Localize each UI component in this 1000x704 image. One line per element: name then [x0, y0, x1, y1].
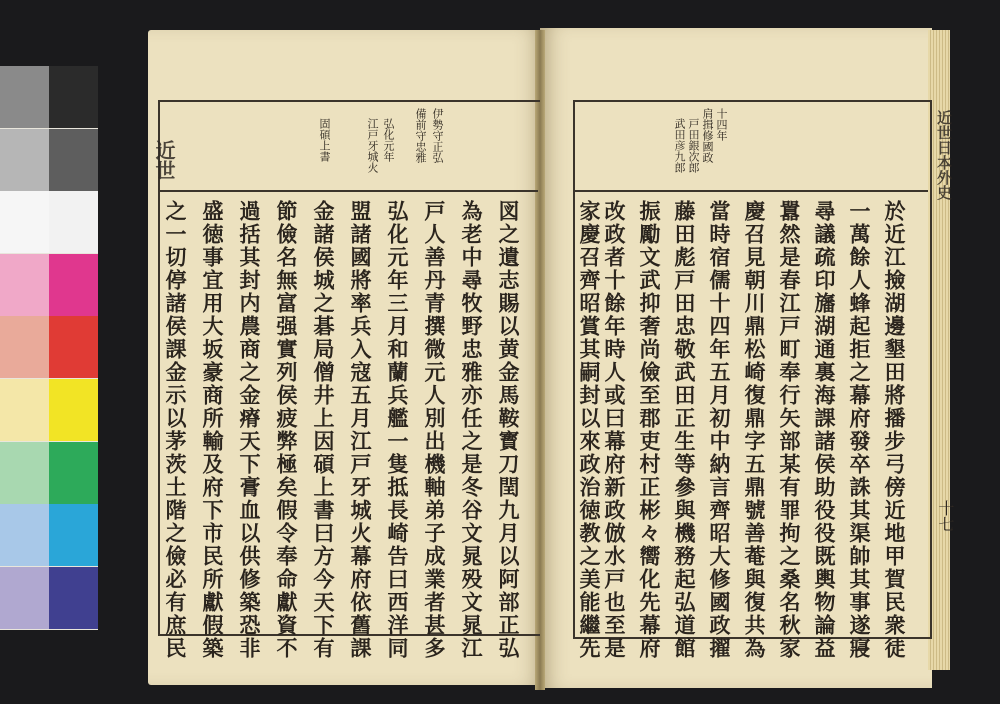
left-column-5: 盟諸國將率兵入寇五月江戸牙城火幕府依舊課 — [348, 200, 373, 660]
right-column-3: 尋議疏印旛湖通裏海課諸侯助役役既輿物論益 — [812, 200, 837, 660]
left-column-1: 図之遺志賜以黄金馬鞍寳刀閏九月以阿部正弘 — [496, 200, 521, 660]
right-headnote-1: 十四年 — [715, 108, 728, 141]
left-headnote-5: 固碩上書 — [318, 118, 331, 162]
color-swatch — [49, 191, 98, 253]
color-swatch — [49, 567, 98, 629]
color-swatch — [0, 442, 49, 504]
right-headnote-3: 戸田銀次郎 — [687, 118, 700, 173]
color-swatch — [0, 191, 49, 253]
right-headnote-rule — [573, 190, 928, 192]
right-column-6: 當時宿儒十四年五月初中納言齊昭大修國政擢 — [707, 200, 732, 660]
left-column-9: 盛徳事宜用大坂豪商所輸及府下市民所獻假築 — [200, 200, 225, 660]
color-swatch — [0, 66, 49, 128]
left-column-4: 弘化元年三月和蘭兵艦一隻抵長崎告曰西洋同 — [385, 200, 410, 660]
right-column-5: 慶召見朝川鼎松崎復鼎字五鼎號善菴與復共為 — [742, 200, 767, 660]
left-column-2: 為老中尋牧野忠雅亦任之是冬谷文晁殁文晁江 — [459, 200, 484, 660]
color-swatch — [0, 379, 49, 441]
left-column-8: 過括其封内農商之金瘠天下膏血以供修築恐非 — [237, 200, 262, 660]
left-column-10: 之一切停諸侯課金示以茅茨土階之儉必有庶民 — [163, 200, 188, 660]
color-swatch — [0, 567, 49, 629]
left-column-6: 金諸侯城之碁局僧井上因碩上書曰方今天下有 — [311, 200, 336, 660]
right-column-4: 囂然是春江戸町奉行矢部某有罪拘之桑名秋家 — [777, 200, 802, 660]
color-calibration-chart — [0, 66, 98, 630]
color-swatch — [0, 254, 49, 316]
color-swatch — [49, 66, 98, 128]
right-column-9: 改政者十餘年時人或曰幕府新政倣水戸也至是 — [602, 200, 627, 660]
left-headnote-4: 江戸牙城火 — [366, 118, 379, 173]
color-swatch — [0, 129, 49, 191]
left-headnote-2: 備前守忠雅 — [414, 108, 427, 163]
right-column-1: 於近江撿湖邊墾田將播步弓傍近地甲賀民衆徒 — [882, 200, 907, 660]
color-swatch — [49, 379, 98, 441]
color-swatch — [49, 129, 98, 191]
right-margin-title: 近世日本外史 — [935, 110, 953, 200]
folio-number: 十七 — [936, 500, 955, 532]
color-swatch — [49, 504, 98, 566]
right-headnote-4: 武田彦九郎 — [673, 118, 686, 173]
color-swatch — [49, 254, 98, 316]
right-column-8: 振勵文武抑奢尚儉至郡吏村正彬々嚮化先幕府 — [637, 200, 662, 660]
right-column-2: 一萬餘人蜂起拒之幕府發卒誅其渠帥其事遂寢 — [847, 200, 872, 660]
right-headnote-2: 肩揖修國政 — [701, 108, 714, 163]
left-margin-title: 近世 — [152, 140, 176, 180]
color-swatch — [0, 316, 49, 378]
color-swatch — [0, 504, 49, 566]
right-column-7: 藤田彪戸田忠敬武田正生等參與機務起弘道館 — [672, 200, 697, 660]
left-column-7: 節儉名無富强實列侯疲弊極矣假令奉命獻資不 — [274, 200, 299, 660]
left-headnote-1: 伊勢守正弘 — [431, 108, 444, 163]
left-headnote-rule — [158, 190, 538, 192]
left-column-3: 戸人善丹青撰微元人別出機軸弟子成業者甚多 — [422, 200, 447, 660]
color-swatch — [49, 442, 98, 504]
right-column-10: 家慶召齊昭賞其嗣封以來政治徳教之美能繼先 — [577, 200, 602, 660]
left-headnote-3: 弘化元年 — [382, 118, 395, 162]
color-swatch — [49, 316, 98, 378]
